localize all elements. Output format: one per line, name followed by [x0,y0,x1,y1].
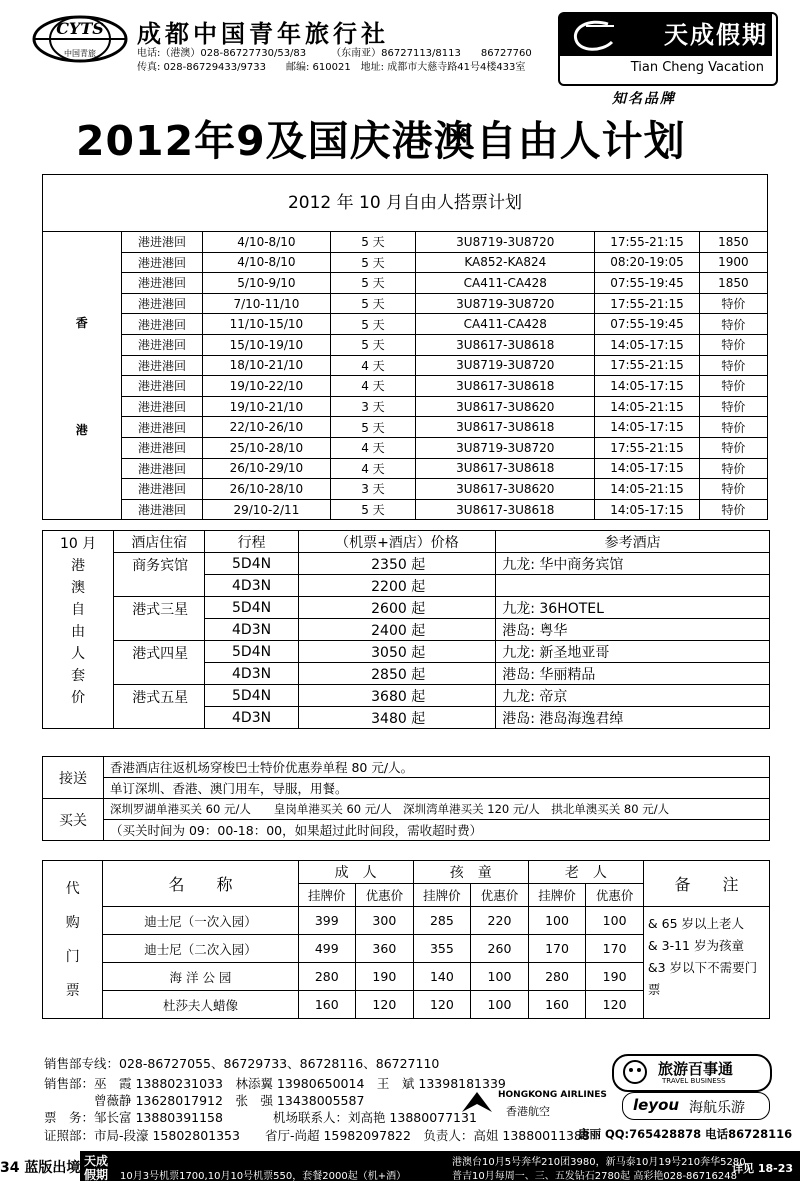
ticket-subheader: 挂牌价 [298,884,356,907]
transfer-label: 接送 [43,757,104,799]
page-badge: 34 蓝版出境 [0,1160,81,1176]
flight-cell: 14:05-21:15 [595,479,699,500]
flight-cell: 3U8617-3U8618 [416,499,595,520]
package-header: 酒店住宿 [114,531,205,553]
flight-row [43,293,768,314]
package-side-char: 澳 [71,580,86,596]
ticket-price: 499 [298,935,356,963]
ticket-price: 120 [356,991,414,1019]
flight-table [42,231,768,520]
transfer-line-2: 单订深圳、香港、澳门用车，导服，用餐。 [104,778,770,799]
ticket-price: 190 [586,963,644,991]
flight-row [43,479,768,500]
package-row [43,553,770,575]
package-price: 3050 起 [298,641,496,663]
ticket-price: 170 [586,935,644,963]
ticket-side-label [43,861,103,1019]
flight-cell: 25/10-28/10 [203,437,330,458]
ticket-name: 杜莎夫人蜡像 [103,991,298,1019]
flight-cell: 14:05-17:15 [595,417,699,438]
qq-contact: 唐丽 QQ:765428878 电话86728116 [578,1127,793,1141]
customs-line-1: 深圳罗湖单港买关 60 元/人 皇岗单港买关 60 元/人 深圳湾单港买关 120 元/人 拱北单澳买关 80 元/人 [104,799,770,820]
ticket-remark: & 3-11 岁为孩童 [647,938,744,953]
flight-cell: 特价 [699,479,767,500]
ticket-price: 260 [471,935,529,963]
flight-cell: 22/10-26/10 [203,417,330,438]
leyou-cn: 海航乐游 [689,1100,745,1116]
package-side-month: 10 月 [59,536,97,552]
ticket-price: 280 [298,963,356,991]
package-price: 2600 起 [298,597,496,619]
flight-cell: 4/10-8/10 [203,232,330,253]
ticket-side-char: 票 [65,982,80,999]
package-ref-hotel: 九龙: 36HOTEL [496,597,770,619]
flight-row [43,417,768,438]
brand-en: Tian Cheng Vacation [630,60,764,75]
ticket-price: 170 [528,935,586,963]
package-itinerary: 5D4N [205,685,298,707]
bar-text-2: 10月3号机票1700,10月10号机票550，套餐2000起（机+酒） [120,1171,407,1182]
ticket-price: 100 [528,907,586,935]
flight-cell: 4 天 [330,376,416,397]
flight-cell: 5 天 [330,499,416,520]
flight-cell: 17:55-21:15 [595,293,699,314]
ticket-subheader: 挂牌价 [413,884,471,907]
region-char: 香 [75,315,88,330]
package-header-row [43,531,770,553]
ticket-price: 160 [528,991,586,1019]
flight-cell: 3U8719-3U8720 [416,232,595,253]
flight-cell: 07:55-19:45 [595,314,699,335]
flight-cell: 3U8617-3U8620 [416,479,595,500]
flight-cell: 港进港回 [121,252,203,273]
flight-cell: 5 天 [330,314,416,335]
flight-cell: 特价 [699,396,767,417]
ticket-name: 海 洋 公 园 [103,963,298,991]
flight-cell: 17:55-21:15 [595,232,699,253]
flight-cell: 3U8719-3U8720 [416,355,595,376]
transfer-line-1: 香港酒店往返机场穿梭巴士特价优惠券单程 80 元/人。 [104,757,770,778]
flight-row [43,499,768,520]
ticket-price: 160 [298,991,356,1019]
ticket-group-header: 成 人 [298,861,413,884]
flight-cell: 3U8617-3U8618 [416,417,595,438]
flight-cell: 29/10-2/11 [203,499,330,520]
tourism-logo-sub: TRAVEL BUSINESS [662,1077,726,1085]
flight-row [43,314,768,335]
flight-cell: 17:55-21:15 [595,437,699,458]
ticket-price: 355 [413,935,471,963]
package-price: 3480 起 [298,707,496,729]
ticket-subheader: 挂牌价 [528,884,586,907]
sales-contacts-2: 曾薇静 13628017912 张 强 13438005587 [94,1093,365,1108]
flight-cell: 7/10-11/10 [203,293,330,314]
flight-cell: 14:05-17:15 [595,499,699,520]
flight-cell: 14:05-21:15 [595,396,699,417]
flight-cell: 5 天 [330,417,416,438]
flight-cell: 港进港回 [121,293,203,314]
ticket-group-header: 老 人 [528,861,643,884]
flight-cell: 3U8617-3U8618 [416,458,595,479]
package-header: （机票+酒店）价格 [298,531,496,553]
ticket-remarks [643,907,769,1019]
flight-cell: 4/10-8/10 [203,252,330,273]
flight-cell: 港进港回 [121,499,203,520]
flight-row [43,334,768,355]
package-side-char: 自 [71,602,86,618]
ticket-group-header: 孩 童 [413,861,528,884]
brand-swirl-icon [568,18,620,54]
ticket-subheader: 优惠价 [356,884,414,907]
ticket-price: 280 [528,963,586,991]
flight-cell: 5 天 [330,273,416,294]
ticket-price: 399 [298,907,356,935]
ticket-subheader: 优惠价 [586,884,644,907]
ticket-remark-header: 备 注 [643,861,769,907]
flight-cell: 港进港回 [121,479,203,500]
flight-cell: 3U8719-3U8720 [416,437,595,458]
airline-cn: 香港航空 [506,1105,550,1118]
ticket-price: 300 [356,907,414,935]
flight-cell: 1850 [699,273,767,294]
bottom-promo-bar [80,1151,800,1181]
flight-cell: 港进港回 [121,314,203,335]
package-side-char: 港 [71,558,86,574]
flight-cell: 07:55-19:45 [595,273,699,294]
tourism-logo [612,1054,772,1092]
flight-cell: 08:20-19:05 [595,252,699,273]
flight-cell: 3 天 [330,396,416,417]
flight-cell: 26/10-28/10 [203,479,330,500]
bar-detail: 详见 18-23 [732,1162,794,1175]
package-side-char: 人 [71,646,86,662]
airline-bird-icon [458,1088,496,1118]
bar-label-1: 天成 [84,1154,109,1168]
package-ref-hotel: 九龙: 华中商务宾馆 [496,553,770,575]
package-price: 2850 起 [298,663,496,685]
ticket-contacts: 票 务：邹长富 13880391158 机场联系人：刘高艳 13880077131 [44,1110,477,1125]
ticket-price: 285 [413,907,471,935]
sales-hotline: 销售部专线：028-86727055、86729733、86728116、86727110 [44,1056,440,1071]
package-itinerary: 4D3N [205,663,298,685]
ticket-price: 100 [471,963,529,991]
ticket-name-header: 名 称 [103,861,298,907]
package-price: 3680 起 [298,685,496,707]
flight-cell: 港进港回 [121,355,203,376]
flight-cell: CA411-CA428 [416,273,595,294]
logo-caption: 中国青旅 [64,49,96,58]
flight-cell: 港进港回 [121,396,203,417]
flight-cell: 特价 [699,314,767,335]
flight-row [43,396,768,417]
flight-cell: 1850 [699,232,767,253]
flight-cell: 5 天 [330,293,416,314]
flight-cell: 3U8719-3U8720 [416,293,595,314]
leyou-en: leyou [633,1096,680,1114]
customs-line-2: （买关时间为 09：00-18：00，如果超过此时间段，需收超时费） [104,820,770,841]
ticket-name: 迪士尼（二次入园） [103,935,298,963]
flight-cell: 14:05-17:15 [595,376,699,397]
agency-logo [30,12,130,66]
tourism-logo-text: 旅游百事通 [658,1060,734,1078]
ticket-price: 360 [356,935,414,963]
package-itinerary: 5D4N [205,597,298,619]
package-table [42,530,770,729]
flight-cell: 4 天 [330,458,416,479]
sales-contacts-1: 销售部：巫 霞 13880231033 林添翼 13980650014 王 斌 13398181339 [44,1076,506,1091]
flight-cell: 4 天 [330,437,416,458]
ticket-side-char: 购 [65,914,80,931]
flight-cell: 11/10-15/10 [203,314,330,335]
customs-label: 买关 [43,799,104,841]
brand-cn: 天成假期 [560,14,772,56]
flight-cell: 港进港回 [121,458,203,479]
package-itinerary: 4D3N [205,707,298,729]
package-header: 行程 [205,531,298,553]
flight-cell: 特价 [699,499,767,520]
ticket-side-char: 门 [65,948,80,965]
ticket-price: 140 [413,963,471,991]
contact-phone: 电话:（港澳）028-86727730/53/83 （东南亚）86727113/8113 86727760 [137,48,532,59]
flight-cell: 15/10-19/10 [203,334,330,355]
airline-en: HONGKONG AIRLINES [498,1090,607,1100]
flight-cell: 港进港回 [121,334,203,355]
package-hotel-type: 港式四星 [114,641,205,685]
package-price: 2350 起 [298,553,496,575]
package-hotel-type: 港式五星 [114,685,205,729]
svg-text:CYTS: CYTS [56,19,104,38]
brand-logo [558,12,778,86]
flight-cell: 4 天 [330,355,416,376]
region-char: 港 [75,422,88,437]
ticket-remark: & 65 岁以上老人 [647,916,744,931]
package-price: 2400 起 [298,619,496,641]
flight-row [43,273,768,294]
package-ref-hotel: 港岛: 港岛海逸君绰 [496,707,770,729]
services-table [42,756,770,841]
flight-cell: 19/10-21/10 [203,396,330,417]
ticket-name: 迪士尼（一次入园） [103,907,298,935]
mascot-icon [620,1058,650,1086]
flight-cell: 港进港回 [121,232,203,253]
flight-cell: CA411-CA428 [416,314,595,335]
package-side-char: 套 [71,668,86,684]
flight-row [43,437,768,458]
package-ref-hotel: 港岛: 华丽精品 [496,663,770,685]
flight-cell: 港进港回 [121,376,203,397]
flight-row [43,355,768,376]
flight-cell: 港进港回 [121,417,203,438]
region-label [43,232,122,520]
ticket-price: 100 [586,907,644,935]
package-side-label [43,531,114,729]
flight-cell: 特价 [699,293,767,314]
flight-cell: 3U8617-3U8618 [416,376,595,397]
flight-cell: 3U8617-3U8618 [416,334,595,355]
airline-logo [458,1088,607,1122]
ticket-table [42,860,770,1019]
flight-cell: KA852-KA824 [416,252,595,273]
package-side-char: 价 [71,690,86,706]
flight-row [43,252,768,273]
package-ref-hotel: 九龙: 新圣地亚哥 [496,641,770,663]
flight-plan-section [42,174,768,520]
package-itinerary: 4D3N [205,619,298,641]
flight-cell: 港进港回 [121,273,203,294]
ticket-row [43,907,770,935]
flight-cell: 特价 [699,437,767,458]
package-itinerary: 5D4N [205,553,298,575]
ticket-header-row [43,861,770,884]
ticket-price: 120 [413,991,471,1019]
flight-cell: 特价 [699,417,767,438]
package-hotel-type: 港式三星 [114,597,205,641]
visa-contacts: 证照部：市局-段濠 15802801353 省厅-尚超 15982097822 负责人：高姐 13880011388 [44,1128,590,1143]
package-itinerary: 5D4N [205,641,298,663]
services-section [42,756,770,841]
package-price: 2200 起 [298,575,496,597]
package-itinerary: 4D3N [205,575,298,597]
package-ref-hotel: 九龙: 帝京 [496,685,770,707]
flight-cell: 5 天 [330,252,416,273]
flight-cell: 特价 [699,376,767,397]
ticket-section [42,860,770,1019]
flight-cell: 3 天 [330,479,416,500]
flight-cell: 18/10-21/10 [203,355,330,376]
bar-text-1: 港澳台10月5号奔华210团3980，新马泰10月19号210奔华5280， [452,1157,756,1168]
flight-cell: 5 天 [330,334,416,355]
package-row [43,685,770,707]
flight-cell: 14:05-17:15 [595,458,699,479]
flight-cell: 17:55-21:15 [595,355,699,376]
flight-cell: 1900 [699,252,767,273]
ticket-price: 190 [356,963,414,991]
package-hotel-type: 商务宾馆 [114,553,205,597]
page-title: 2012年9及国庆港澳自由人计划 [76,117,686,165]
agency-name: 成都中国青年旅行社 [137,20,389,48]
flight-cell: 3U8617-3U8620 [416,396,595,417]
ticket-subheader: 优惠价 [471,884,529,907]
flight-row [43,458,768,479]
flight-cell: 特价 [699,334,767,355]
flight-cell: 特价 [699,458,767,479]
package-section [42,530,770,729]
flight-cell: 港进港回 [121,437,203,458]
ticket-price: 220 [471,907,529,935]
flight-cell: 5/10-9/10 [203,273,330,294]
bar-label-2: 假期 [84,1168,109,1182]
contact-fax-address: 传真: 028-86729433/9733 邮编: 610021 地址: 成都市大慈寺路41号4楼433室 [137,62,526,73]
ticket-remark: &3 岁以下不需要门票 [647,960,758,997]
flight-cell: 特价 [699,355,767,376]
package-row [43,597,770,619]
famous-brand-tag: 知名品牌 [612,91,676,107]
ticket-price: 100 [471,991,529,1019]
ticket-price: 120 [586,991,644,1019]
flight-row [43,376,768,397]
package-side-char: 由 [71,624,86,640]
flight-cell: 5 天 [330,232,416,253]
package-ref-hotel [496,575,770,597]
package-row [43,641,770,663]
package-header: 参考酒店 [496,531,770,553]
ticket-side-char: 代 [65,880,80,897]
flight-row [43,232,768,253]
flight-plan-caption: 2012 年 10 月自由人搭票计划 [42,174,768,231]
package-ref-hotel: 港岛: 粤华 [496,619,770,641]
bar-text-3: 普吉10月每周一、三、五发钻石2780起 高彩艳028-86716248 [452,1171,737,1182]
flight-cell: 14:05-17:15 [595,334,699,355]
flight-cell: 19/10-22/10 [203,376,330,397]
leyou-logo [622,1092,770,1120]
flight-cell: 26/10-29/10 [203,458,330,479]
